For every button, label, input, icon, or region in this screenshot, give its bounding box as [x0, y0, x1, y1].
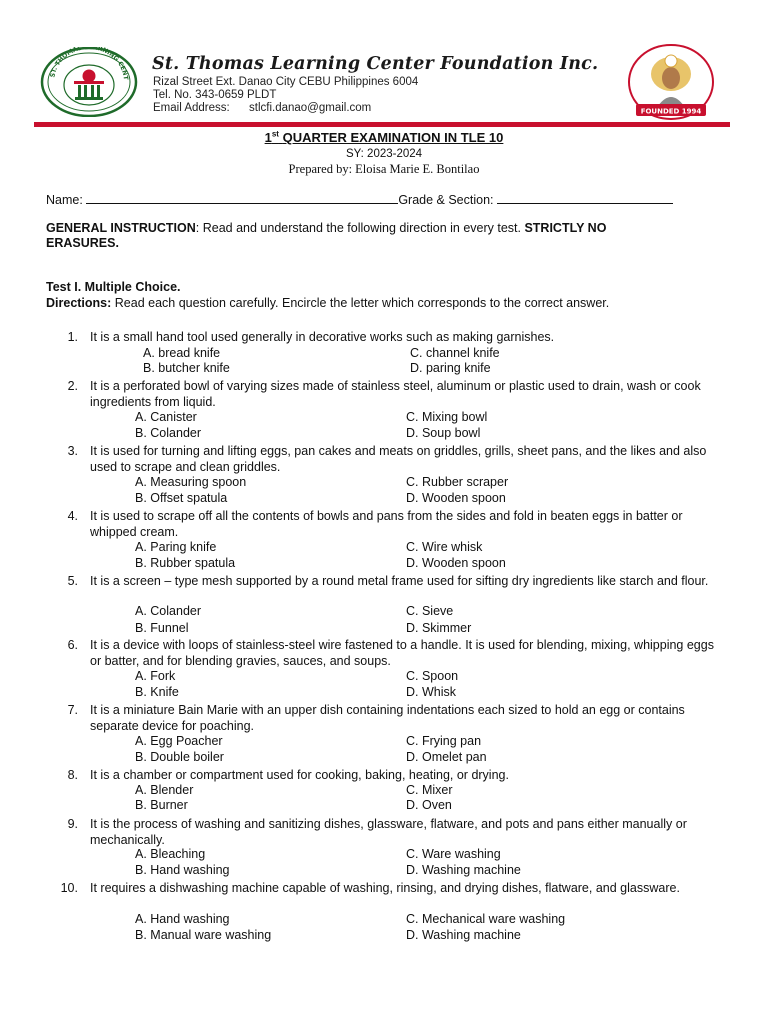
option-b[interactable]: B. Colander [135, 426, 202, 440]
question-stem: It is a device with loops of stainless-steel wire fastened to a handle. It is used for blending, mixing, whipping eggs or batter, and for blending gravies, sauces, and soups. [90, 638, 714, 668]
option-a[interactable]: A. Colander [135, 604, 202, 618]
option-c[interactable]: C. Frying pan [406, 734, 482, 748]
question-9 [46, 816, 722, 848]
school-address: Rizal Street Ext. Danao City CEBU Philippines 6004 [153, 76, 419, 88]
question-2 [46, 378, 722, 410]
seal-text: ST. THOMAS LEARNING CENT [49, 47, 129, 81]
option-d[interactable]: D. Soup bowl [406, 426, 481, 440]
instruction-text: : Read and understand the following direction in every test. [195, 221, 525, 235]
school-telephone: Tel. No. 343-0659 PLDT [153, 89, 277, 101]
question-stem: It is a chamber or compartment used for cooking, baking, heating, or drying. [90, 768, 509, 782]
grade-blank[interactable] [497, 192, 673, 204]
header-divider [34, 122, 730, 127]
option-a[interactable]: A. Hand washing [135, 912, 230, 926]
question-3 [46, 443, 722, 475]
question-1 [46, 329, 722, 345]
name-grade-line [46, 192, 673, 207]
option-a[interactable]: A. Fork [135, 669, 176, 683]
school-email [153, 102, 371, 114]
option-d[interactable]: D. Skimmer [406, 621, 472, 635]
option-d[interactable]: D. Washing machine [406, 928, 521, 942]
option-d[interactable]: D. Wooden spoon [406, 491, 506, 505]
question-stem: It is used to scrape off all the contents of bowls and pans from the sides and fold in beaten eggs in batter or whipped cream. [90, 509, 683, 539]
title-rest: QUARTER EXAMINATION IN TLE 10 [282, 130, 504, 146]
option-a[interactable]: A. Canister [135, 410, 197, 424]
general-instruction [46, 221, 606, 235]
title-sup: st [271, 130, 279, 139]
prepared-by: Prepared by: Eloisa Marie E. Bontilao [288, 162, 480, 176]
option-d[interactable]: D. Oven [406, 798, 452, 812]
option-b[interactable]: B. Funnel [135, 621, 189, 635]
option-a[interactable]: A. Egg Poacher [135, 734, 223, 748]
instruction-strict-2: ERASURES. [46, 236, 119, 250]
directions-label: Directions: [46, 296, 112, 310]
title-ordinal: 1 [264, 130, 272, 146]
option-d[interactable]: D. Washing machine [406, 863, 521, 877]
name-blank[interactable] [86, 192, 398, 204]
option-c[interactable]: C. Mixer [406, 783, 453, 797]
option-b[interactable]: B. Rubber spatula [135, 556, 236, 570]
question-number: 4. [67, 509, 78, 523]
founded-text: FOUNDED 1994 [640, 107, 702, 116]
question-stem: It is a miniature Bain Marie with an upper dish containing indentations each sized to hold an egg or contains separate device for poaching. [90, 703, 685, 733]
instruction-strict-1: STRICTLY NO [524, 221, 607, 235]
option-c[interactable]: C. Sieve [406, 604, 454, 618]
option-a[interactable]: A. Bleaching [135, 847, 206, 861]
school-name: St. Thomas Learning Center Foundation Inc. [152, 54, 599, 74]
question-number: 10. [60, 881, 78, 895]
option-d[interactable]: D. Omelet pan [406, 750, 487, 764]
question-6 [46, 637, 722, 669]
option-c[interactable]: C. channel knife [410, 346, 500, 360]
question-number: 8. [67, 768, 78, 782]
question-stem: It is the process of washing and sanitizing dishes, glassware, flatware, and pots and pans either manually or mechanically. [90, 817, 687, 847]
option-c[interactable]: C. Rubber scraper [406, 475, 509, 489]
option-c[interactable]: C. Mechanical ware washing [406, 912, 566, 926]
option-b[interactable]: B. Manual ware washing [135, 928, 272, 942]
grade-label: Grade & Section: [398, 193, 494, 207]
option-d[interactable]: D. Wooden spoon [406, 556, 506, 570]
directions-text: Read each question carefully. Encircle the letter which corresponds to the correct answer. [111, 296, 610, 310]
question-stem: It is a perforated bowl of varying sizes made of stainless steel, aluminum or plastic used to drain, wash or cook ingredients from liquid. [90, 379, 701, 409]
question-number: 9. [67, 817, 78, 831]
question-stem: It is used for turning and lifting eggs, pan cakes and meats on griddles, grills, sheet pans, and the likes and also used to scrape and clean griddles. [90, 444, 707, 474]
school-year: SY: 2023-2024 [345, 148, 423, 160]
email-label: Email Address: [153, 102, 230, 114]
instruction-label: GENERAL INSTRUCTION [46, 221, 196, 235]
option-b[interactable]: B. Double boiler [135, 750, 224, 764]
question-number: 2. [67, 379, 78, 393]
option-c[interactable]: C. Wire whisk [406, 540, 483, 554]
option-b[interactable]: B. Offset spatula [135, 491, 228, 505]
option-a[interactable]: A. Blender [135, 783, 194, 797]
test1-directions [46, 296, 609, 310]
question-stem: It is a small hand tool used generally in decorative works such as making garnishes. [90, 330, 555, 344]
option-d[interactable]: D. Whisk [406, 685, 456, 699]
name-label: Name: [46, 193, 83, 207]
option-b[interactable]: B. Burner [135, 798, 188, 812]
option-c[interactable]: C. Mixing bowl [406, 410, 488, 424]
question-5 [46, 573, 722, 589]
option-b[interactable]: B. Hand washing [135, 863, 230, 877]
email-value: stlcfi.danao@gmail.com [249, 102, 372, 114]
question-stem: It requires a dishwashing machine capable of washing, rinsing, and drying dishes, flatware, and glassware. [90, 881, 680, 895]
option-c[interactable]: C. Spoon [406, 669, 459, 683]
option-a[interactable]: A. Measuring spoon [135, 475, 247, 489]
option-b[interactable]: B. Knife [135, 685, 179, 699]
question-4 [46, 508, 722, 540]
option-c[interactable]: C. Ware washing [406, 847, 501, 861]
school-seal-logo [40, 47, 138, 117]
question-8 [46, 767, 722, 783]
option-b[interactable]: B. butcher knife [143, 361, 230, 375]
question-number: 5. [67, 574, 78, 588]
question-number: 7. [67, 703, 78, 717]
exam-title [0, 130, 768, 145]
option-a[interactable]: A. Paring knife [135, 540, 217, 554]
founded-logo [628, 44, 714, 122]
question-7 [46, 702, 722, 734]
question-number: 1. [67, 330, 78, 344]
option-d[interactable]: D. paring knife [410, 361, 491, 375]
question-number: 6. [67, 638, 78, 652]
question-number: 3. [67, 444, 78, 458]
option-a[interactable]: A. bread knife [143, 346, 221, 360]
question-stem: It is a screen – type mesh supported by a round metal frame used for sifting dry ingredients like starch and flour. [90, 574, 709, 588]
question-10 [46, 880, 722, 896]
test1-title: Test I. Multiple Choice. [46, 280, 181, 294]
